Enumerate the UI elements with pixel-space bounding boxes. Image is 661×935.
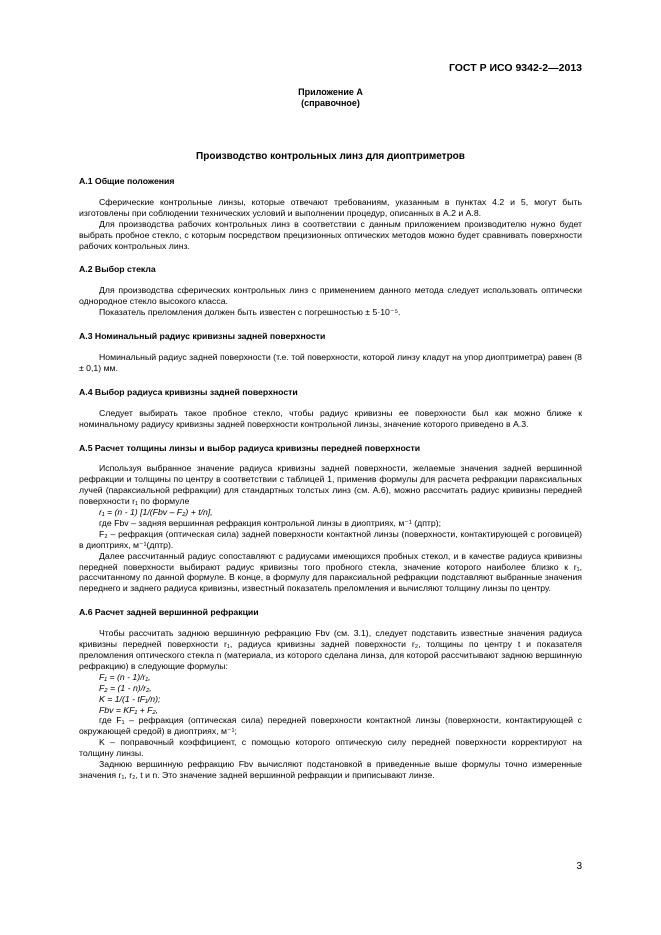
document-id: ГОСТ Р ИСО 9342-2—2013 bbox=[448, 62, 582, 74]
section-heading: А.5 Расчет толщины линзы и выбор радиуса кривизны передней поверхности bbox=[79, 442, 421, 453]
section-a6 bbox=[79, 607, 582, 781]
paragraph: Показатель преломления должен быть известен с погрешностью ± 5·10⁻⁵. bbox=[99, 307, 401, 318]
section-heading: А.6 Расчет задней вершинной рефракции bbox=[79, 607, 259, 618]
paragraph: F₂ – рефракция (оптическая сила) задней поверхности контактной линзы (поверхности, контактирующей с роговицей) в диоптриях, м⁻¹(дптр). bbox=[79, 528, 582, 550]
paragraph: K – поправочный коэффициент, с помощью которого оптическую силу передней поверхности корректируют на толщину линзы. bbox=[79, 737, 582, 759]
document-body bbox=[79, 176, 582, 781]
paragraph: где Fbv – задняя вершинная рефракция контрольной линзы в диоптриях, м⁻¹ (дптр); bbox=[99, 517, 442, 528]
annex-title: Приложение А bbox=[298, 87, 363, 97]
formula: Fbv = KF₁ + F₂, bbox=[99, 704, 159, 715]
paragraph: Для производства сферических контрольных линз с применением данного метода следует использовать оптически однородное стекло высокого класса. bbox=[79, 285, 582, 307]
section-a1 bbox=[79, 176, 582, 251]
section-heading: А.4 Выбор радиуса кривизны задней поверхности bbox=[79, 386, 298, 397]
paragraph: Используя выбранное значение радиуса кривизны задней поверхности, желаемые значения задней вершинной рефракции и толщины по центру в соответствии с таблицей 1, применив формулы для расчета рефракции параксиальных лучей (параксиальной рефракции) для стандартных толстых линз (см. А.6), можно рассчитать радиус кривизны передней поверхности r₁ по формуле bbox=[79, 463, 582, 507]
formula: r₁ = (n - 1) [1/(Fbv – F₂) + t/n], bbox=[99, 507, 213, 518]
paragraph: Номинальный радиус задней поверхности (т.е. той поверхности, которой линзу кладут на упор диоптриметра) равен (8 ± 0,1) мм. bbox=[79, 351, 582, 373]
section-heading: А.1 Общие положения bbox=[79, 176, 175, 186]
paragraph: Для производства рабочих контрольных линз в соответствии с данным приложением производителю нужно будет выбрать пробное стекло, с которым посредством прецизионных оптических методов можно будет сравнивать поверхности рабочих контрольных линз. bbox=[79, 218, 582, 251]
paragraph: где F₁ – рефракция (оптическая сила) передней поверхности контактной линзы (поверхности, контактирующей с окружающей средой) в диоптриях, м⁻¹; bbox=[79, 715, 582, 737]
section-a4 bbox=[79, 387, 582, 430]
paragraph: Сферические контрольные линзы, которые отвечают требованиям, указанным в пунктах 4.2 и 5, могут быть изготовлены при соблюдении технических условий и выполнении процедур, описанных в А.2 и А.8. bbox=[79, 196, 582, 218]
formula: F₁ = (n - 1)/r₁, bbox=[99, 671, 151, 682]
formula: K = 1/(1 - tF₁/n); bbox=[99, 693, 161, 704]
paragraph: Далее рассчитанный радиус сопоставляют с радиусами имеющихся пробных стекол, и в качестве радиуса кривизны передней поверхности выбирают радиус кривизны того пробного стекла, значение которого наиболее близко к r₁, рассчитанному по данной формуле. В конце, в формулу для параксиальной рефракции подставляют выбранные значения переднего и заднего радиуса кривизны, известный показатель преломления и вычисляют толщину линзы по центру. bbox=[79, 550, 582, 594]
paragraph: Следует выбирать такое пробное стекло, чтобы радиус кривизны ее поверхности был как можно ближе к номинальному радиусу кривизны задней поверхности контрольной линзы, значение которого приведено в А.3. bbox=[79, 407, 582, 429]
main-title: Производство контрольных линз для диоптриметров bbox=[196, 151, 465, 162]
paragraph: Чтобы рассчитать заднюю вершинную рефракцию Fbv (см. 3.1), следует подставить известные значения радиуса кривизны передней поверхности r₁, радиуса кривизны задней поверхности r₂, толщины по центру t и показателя преломления оптического стекла n (материала, из которого сделана линза, для которой рассчитывают заднюю вершинную рефракцию) в следующие формулы: bbox=[79, 628, 582, 671]
annex-heading bbox=[0, 87, 661, 109]
section-a3 bbox=[79, 331, 582, 374]
paragraph: Заднюю вершинную рефракцию Fbv вычисляют подстановкой в приведенные выше формулы точно измеренные значения r₁, r₂, t и n. Это значение задней вершинной рефракции и приписывают линзе. bbox=[79, 759, 582, 780]
page-number: 3 bbox=[576, 861, 582, 873]
section-heading: А.3 Номинальный радиус кривизны задней поверхности bbox=[79, 331, 326, 342]
section-a5 bbox=[79, 443, 582, 595]
section-a2 bbox=[79, 264, 582, 318]
section-heading: А.2 Выбор стекла bbox=[79, 264, 156, 275]
formula: F₂ = (1 - n)/r₂, bbox=[99, 682, 152, 693]
annex-note: (справочное) bbox=[301, 98, 360, 108]
